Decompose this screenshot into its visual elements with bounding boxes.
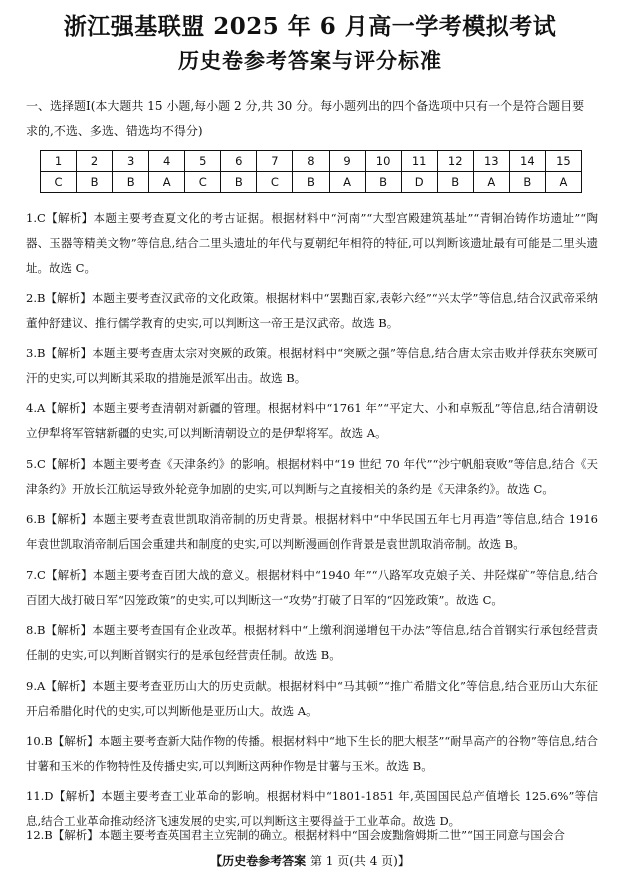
answer-letter: B [437, 172, 473, 193]
footer-page-number: 第 1 页(共 4 页)】 [309, 854, 410, 868]
answer-letter: B [221, 172, 257, 193]
explanation-6: 6.B【解析】本题主要考查袁世凯取消帝制的历史背景。根据材料中“中华民国五年七月再造”等信息,结合 1916 年袁世凯取消帝制后国会重建共和制度的史实,可以判断漫画创作背景是袁世凯取消帝制。故选 B。 [26, 512, 598, 551]
answer-letter: B [293, 172, 329, 193]
question-number: 6 [221, 151, 257, 172]
explanation-5: 5.C【解析】本题主要考查《天津条约》的影响。根据材料中“19 世纪 70 年代”“沙宁帆船衰败”等信息,结合《天津条约》开放长江航运导致外轮竞争加剧的史实,可以判断与之直接相关的条约是《天津条约》。故选 C。 [26, 457, 598, 496]
answer-letter: A [545, 172, 581, 193]
question-number: 14 [509, 151, 545, 172]
document-subtitle: 历史卷参考答案与评分标准 [178, 48, 442, 73]
page-footer [0, 852, 620, 869]
question-number: 5 [185, 151, 221, 172]
answer-table-answer-row [41, 172, 582, 193]
question-number: 12 [437, 151, 473, 172]
explanation-2: 2.B【解析】本题主要考查汉武帝的文化政策。根据材料中“罢黜百家,表彰六经”“兴太学”等信息,结合汉武帝采纳董仲舒建议、推行儒学教育的史实,可以判断这一帝王是汉武帝。故选 B。 [26, 291, 598, 330]
question-number: 2 [77, 151, 113, 172]
question-number: 8 [293, 151, 329, 172]
explanation-3: 3.B【解析】本题主要考查唐太宗对突厥的政策。根据材料中“突厥之强”等信息,结合唐太宗击败并俘获东突厥可汗的史实,可以判断其采取的措施是派军出击。故选 B。 [26, 346, 598, 385]
explanation-4: 4.A【解析】本题主要考查清朝对新疆的管理。根据材料中“1761 年”“平定大、小和卓叛乱”等信息,结合清朝设立伊犁将军管辖新疆的史实,可以判断清朝设立的是伊犁将军。故选 A。 [26, 401, 598, 440]
explanation-11: 11.D【解析】本题主要考查工业革命的影响。根据材料中“1801-1851 年,英国国民总产值增长 125.6%”等信息,结合工业革命推动经济飞速发展的史实,可以判断这主要得益于工业革命。故选 D。 [26, 789, 598, 828]
document-title: 浙江强基联盟 2025 年 6 月高一学考模拟考试 [63, 13, 557, 40]
question-number: 7 [257, 151, 293, 172]
explanation-7: 7.C【解析】本题主要考查百团大战的意义。根据材料中“1940 年”“八路军攻克娘子关、井陉煤矿”等信息,结合百团大战打破日军“囚笼政策”的史实,可以判断这一“攻势”打破了日军的“囚笼政策”。故选 C。 [26, 568, 598, 607]
answer-letter: B [77, 172, 113, 193]
answer-table-number-row [41, 151, 582, 172]
explanation-9: 9.A【解析】本题主要考查亚历山大的历史贡献。根据材料中“马其顿”“推广希腊文化”等信息,结合亚历山大东征开启希腊化时代的史实,可以判断他是亚历山大。故选 A。 [26, 679, 598, 718]
question-number: 4 [149, 151, 185, 172]
explanation-1: 1.C【解析】本题主要考查夏文化的考古证据。根据材料中“河南”“大型宫殿建筑基址”“青铜冶铸作坊遗址”“陶器、玉器等精美文物”等信息,结合二里头遗址的年代与夏朝纪年相符的特征,可以判断该遗址最有可能是二里头遗址。故选 C。 [26, 211, 598, 275]
answer-letter: A [149, 172, 185, 193]
explanation-8: 8.B【解析】本题主要考查国有企业改革。根据材料中“上缴利润递增包干办法”等信息,结合首钢实行承包经营责任制的史实,可以判断首钢实行的是承包经营责任制。故选 B。 [26, 623, 598, 662]
answer-letter: A [473, 172, 509, 193]
section-intro: 一、选择题Ⅰ(本大题共 15 小题,每小题 2 分,共 30 分。每小题列出的四个备选项中只有一个是符合题目要求的,不选、多选、错选均不得分) [26, 99, 585, 138]
question-number: 13 [473, 151, 509, 172]
explanation-12: 12.B【解析】本题主要考查英国君主立宪制的确立。根据材料中“国会废黜詹姆斯二世”“国王同意与国会合 [26, 828, 565, 842]
answer-letter: B [113, 172, 149, 193]
answer-letter: B [509, 172, 545, 193]
question-number: 9 [329, 151, 365, 172]
answer-letter: C [41, 172, 77, 193]
answer-letter: B [365, 172, 401, 193]
question-number: 1 [41, 151, 77, 172]
question-number: 15 [545, 151, 581, 172]
question-number: 11 [401, 151, 437, 172]
question-number: 10 [365, 151, 401, 172]
answer-table [40, 150, 582, 193]
answer-letter: D [401, 172, 437, 193]
answer-letter: A [329, 172, 365, 193]
question-number: 3 [113, 151, 149, 172]
explanation-10: 10.B【解析】本题主要考查新大陆作物的传播。根据材料中“地下生长的肥大根茎”“耐旱高产的谷物”等信息,结合甘薯和玉米的作物特性及传播史实,可以判断这两种作物是甘薯与玉米。故选 B。 [26, 734, 598, 773]
footer-label: 【历史卷参考答案 [210, 854, 307, 868]
answer-letter: C [257, 172, 293, 193]
answer-letter: C [185, 172, 221, 193]
